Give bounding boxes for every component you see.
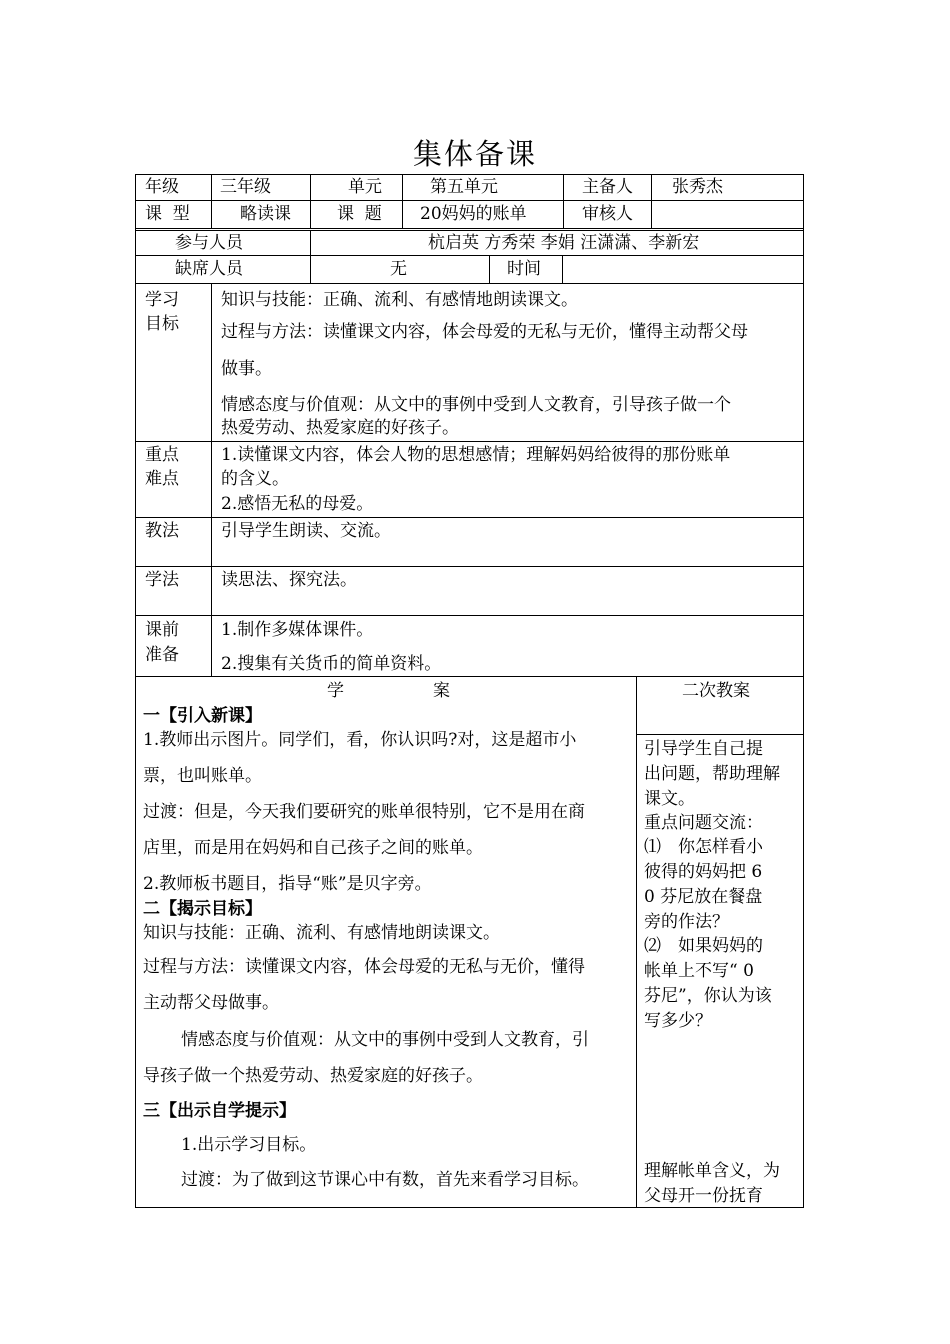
absent-value: 无 bbox=[390, 259, 407, 279]
learning-label: 学法 bbox=[145, 570, 179, 590]
second-line: 旁的作法？ bbox=[644, 912, 729, 932]
second-line: 父母开一份抚育 bbox=[644, 1186, 763, 1206]
participants-value: 杭启英 方秀荣 李娟 汪潇潇、李新宏 bbox=[428, 233, 700, 253]
prep-label-1: 课前 bbox=[145, 620, 179, 640]
second-line: 重点问题交流： bbox=[644, 813, 763, 833]
plan-line: 票，也叫账单。 bbox=[143, 766, 262, 786]
plan-line: 过程与方法：读懂课文内容，体会母爱的无私与无价，懂得 bbox=[143, 957, 585, 977]
keypoints-line: 的含义。 bbox=[221, 469, 289, 489]
unit-value: 第五单元 bbox=[430, 177, 498, 197]
goals-line: 过程与方法：读懂课文内容，体会母爱的无私与无价，懂得主动帮父母 bbox=[221, 322, 748, 342]
second-line: ⑵ 如果妈妈的 bbox=[644, 936, 763, 956]
teaching-label: 教法 bbox=[145, 521, 179, 541]
plan-line: 过渡：为了做到这节课心中有数，首先来看学习目标。 bbox=[181, 1170, 589, 1190]
preparer-value: 张秀杰 bbox=[672, 177, 723, 197]
plan-line: 主动帮父母做事。 bbox=[143, 993, 279, 1013]
absent-label: 缺席人员 bbox=[175, 259, 243, 279]
second-line: 芬尼”，你认为该 bbox=[644, 986, 772, 1006]
keypoints-line: 2.感悟无私的母爱。 bbox=[221, 494, 374, 514]
plan-line: 知识与技能：正确、流利、有感情地朗读课文。 bbox=[143, 923, 500, 943]
goals-line: 热爱劳动、热爱家庭的好孩子。 bbox=[221, 418, 459, 438]
section-title: 一【引入新课】 bbox=[143, 706, 262, 726]
keypoints-label-2: 难点 bbox=[145, 469, 179, 489]
goals-line: 情感态度与价值观：从文中的事例中受到人文教育，引导孩子做一个 bbox=[221, 395, 731, 415]
goals-line: 知识与技能：正确、流利、有感情地朗读课文。 bbox=[221, 290, 578, 310]
second-line: ⑴ 你怎样看小 bbox=[644, 837, 763, 857]
plan-line: 过渡：但是，今天我们要研究的账单很特别，它不是用在商 bbox=[143, 802, 585, 822]
prep-label-2: 准备 bbox=[145, 645, 179, 665]
plan-line: 情感态度与价值观：从文中的事例中受到人文教育，引 bbox=[181, 1030, 589, 1050]
second-line: 彼得的妈妈把 6 bbox=[644, 862, 763, 882]
goals-label-2: 目标 bbox=[145, 314, 179, 334]
participants-label: 参与人员 bbox=[175, 233, 243, 253]
time-label: 时间 bbox=[507, 259, 541, 279]
reviewer-label: 审核人 bbox=[582, 204, 633, 224]
grade-value: 三年级 bbox=[220, 177, 271, 197]
type-label: 课 型 bbox=[145, 204, 190, 224]
page-title: 集体备课 bbox=[412, 137, 537, 171]
goals-line: 做事。 bbox=[221, 359, 272, 379]
learning-value: 读思法、探究法。 bbox=[221, 570, 357, 590]
preparer-label: 主备人 bbox=[582, 177, 633, 197]
type-value: 略读课 bbox=[240, 204, 291, 224]
second-line: 理解帐单含义，为 bbox=[644, 1161, 780, 1181]
topic-value: 20妈妈的账单 bbox=[420, 204, 527, 224]
plan-line: 店里，而是用在妈妈和自己孩子之间的账单。 bbox=[143, 838, 483, 858]
prep-line: 1.制作多媒体课件。 bbox=[221, 620, 374, 640]
plan-line: 1.教师出示图片。同学们，看，你认识吗?对，这是超市小 bbox=[143, 730, 577, 750]
second-line: 课文。 bbox=[644, 789, 695, 809]
unit-label: 单元 bbox=[348, 177, 382, 197]
plan-header-b: 案 bbox=[433, 681, 450, 701]
second-line: 写多少？ bbox=[644, 1011, 712, 1031]
topic-label: 课 题 bbox=[337, 204, 382, 224]
prep-line: 2.搜集有关货币的简单资料。 bbox=[221, 654, 442, 674]
section-title: 三【出示自学提示】 bbox=[143, 1101, 296, 1121]
second-line: 帐单上不写“ 0 bbox=[644, 961, 754, 981]
grade-label: 年级 bbox=[145, 177, 179, 197]
keypoints-line: 1.读懂课文内容，体会人物的思想感情；理解妈妈给彼得的那份账单 bbox=[221, 445, 731, 465]
plan-line: 导孩子做一个热爱劳动、热爱家庭的好孩子。 bbox=[143, 1066, 483, 1086]
section-title: 二【揭示目标】 bbox=[143, 899, 262, 919]
plan-line: 2.教师板书题目，指导“账”是贝字旁。 bbox=[143, 874, 432, 894]
plan-line: 1.出示学习目标。 bbox=[181, 1135, 317, 1155]
goals-label-1: 学习 bbox=[145, 290, 179, 310]
second-line: 出问题，帮助理解 bbox=[644, 764, 780, 784]
teaching-value: 引导学生朗读、交流。 bbox=[221, 521, 391, 541]
plan-header-a: 学 bbox=[327, 681, 344, 701]
second-header: 二次教案 bbox=[682, 681, 750, 701]
keypoints-label-1: 重点 bbox=[145, 445, 179, 465]
second-line: 引导学生自己提 bbox=[644, 739, 763, 759]
second-line: 0 芬尼放在餐盘 bbox=[644, 887, 763, 907]
